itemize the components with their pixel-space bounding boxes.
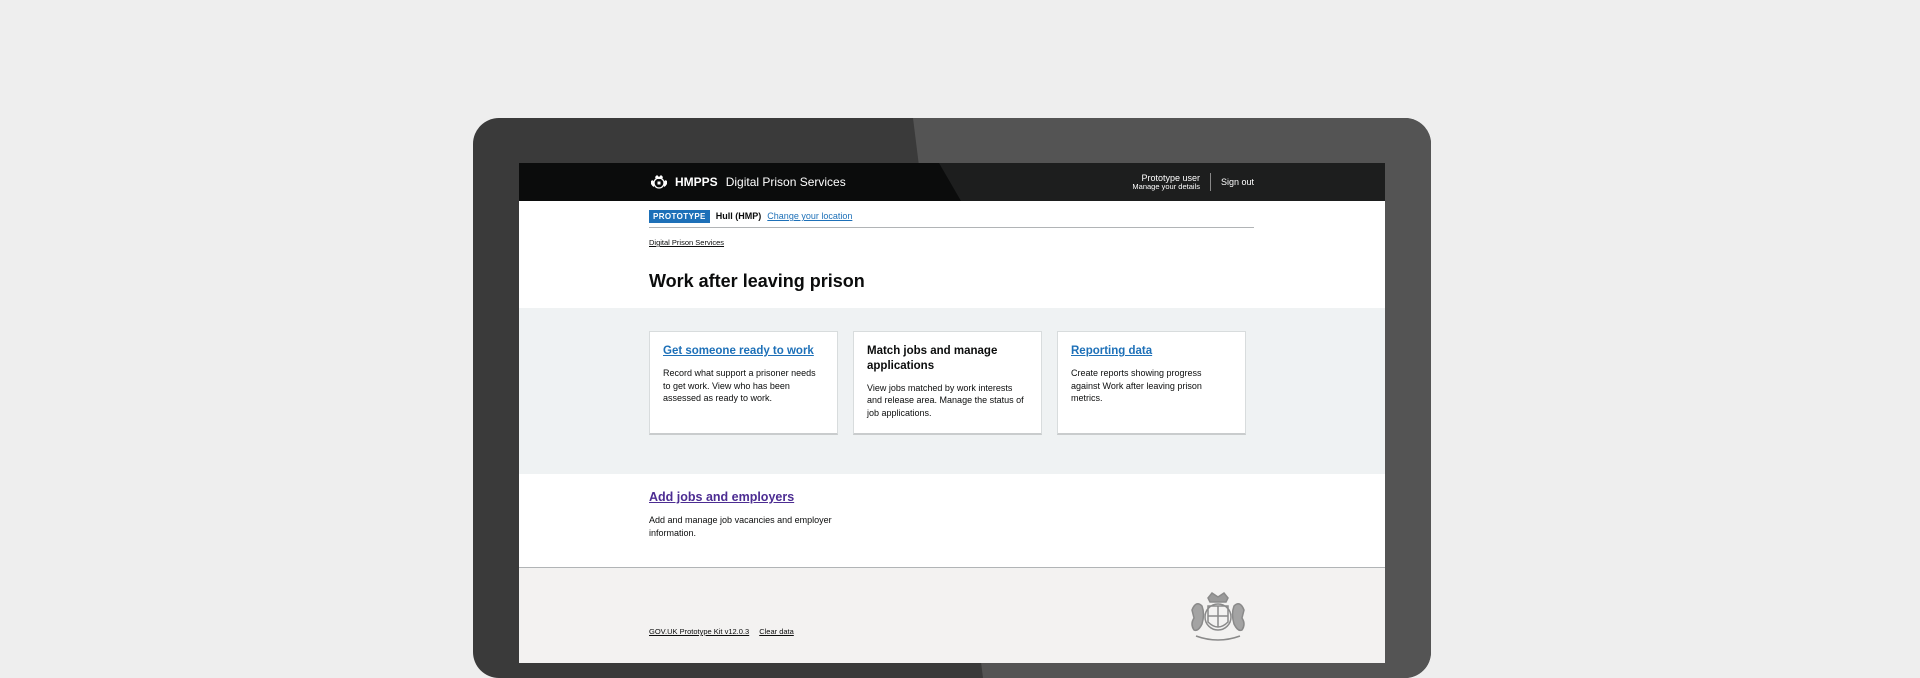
clear-data-link[interactable]: Clear data (759, 627, 794, 636)
laptop-frame (473, 118, 1431, 678)
prototype-tag: PROTOTYPE (649, 210, 710, 223)
change-location-link[interactable]: Change your location (767, 211, 853, 221)
royal-crest-icon (649, 172, 669, 192)
header-brand[interactable] (649, 172, 846, 192)
card-match-jobs[interactable] (853, 331, 1042, 435)
user-block (1132, 173, 1211, 192)
user-name: Prototype user (1141, 172, 1200, 183)
browser-screen (519, 163, 1385, 663)
breadcrumb[interactable]: Digital Prison Services (649, 238, 725, 247)
add-jobs-description: Add and manage job vacancies and employer information. (649, 515, 832, 538)
cards-section (519, 308, 1385, 474)
card-reporting-data[interactable] (1057, 331, 1246, 435)
site-footer (519, 567, 1385, 663)
card-title-link[interactable]: Reporting data (1071, 345, 1153, 357)
card-title-link[interactable]: Get someone ready to work (663, 345, 814, 357)
manage-details-link[interactable]: Manage your details (1132, 181, 1200, 191)
add-jobs-link[interactable]: Add jobs and employers (649, 490, 795, 504)
location-bar (649, 205, 1254, 228)
sign-out-link[interactable]: Sign out (1220, 177, 1254, 187)
royal-coat-of-arms-icon (1186, 590, 1250, 646)
page-title: Work after leaving prison (649, 271, 865, 291)
card-description: Create reports showing progress against Work after leaving prison metrics. (1071, 367, 1202, 404)
add-jobs-section (649, 490, 1254, 539)
card-description: View jobs matched by work interests and release area. Manage the status of job applications. (867, 382, 1024, 419)
header-logo-text: HMPPS (675, 175, 718, 189)
card-description: Record what support a prisoner needs to get work. View who has been assessed as ready to work. (663, 367, 816, 404)
site-header (519, 163, 1385, 201)
prototype-kit-link[interactable]: GOV.UK Prototype Kit v12.0.3 (649, 627, 750, 636)
card-get-ready-to-work[interactable] (649, 331, 838, 435)
card-title-link[interactable]: Match jobs and manage applications (867, 345, 998, 372)
header-service-name: Digital Prison Services (725, 175, 846, 189)
current-location: Hull (HMP) (715, 211, 762, 221)
